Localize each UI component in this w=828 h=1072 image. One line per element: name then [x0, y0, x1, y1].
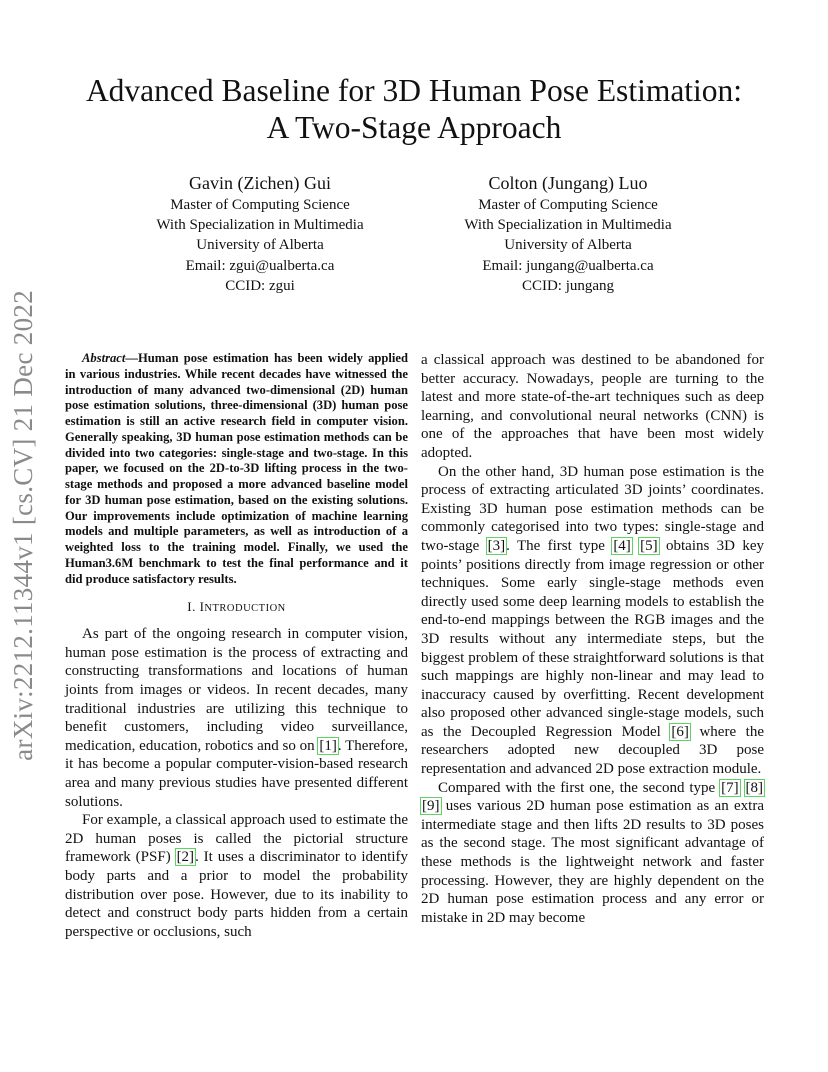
section-title-rest: NTRODUCTION: [204, 603, 286, 615]
section-heading-introduction: [65, 599, 408, 617]
author-specialization: With Specialization in Multimedia: [156, 217, 364, 234]
citation-link[interactable]: [3]: [487, 537, 506, 554]
abstract: [65, 351, 408, 587]
citation-link[interactable]: [8]: [745, 779, 763, 796]
intro-paragraph-continued: a classical approach was destined to be abandoned for better accuracy. Nowadays, people are turning to the latest and more state-of-the-art techniques such as deep learning, and convolutional neural networks (CNN) is one of the approaches that have been most widely adopted.: [421, 352, 764, 461]
author-block-2: [418, 171, 718, 296]
author-specialization: With Specialization in Multimedia: [464, 217, 672, 234]
paragraph-text: As part of the ongoing research in computer vision, human pose estimation is the process of extracting and constructing transformations and locations of human joints from images or videos. In recent decades, many traditional industries are utilizing this technique to benefit customers, including video surveillance, medication, education, robotics and so on: [65, 626, 408, 754]
arxiv-identifier: arXiv:2212.11344v1 [cs.CV] 21 Dec 2022: [8, 290, 38, 761]
author-name: Gavin (Zichen) Gui: [189, 173, 331, 193]
section-first-letter: I: [199, 599, 205, 615]
citation-link[interactable]: [2]: [176, 849, 195, 866]
intro-paragraph-1: [65, 625, 408, 811]
citation-link[interactable]: [9]: [422, 798, 440, 815]
intro-paragraph-3: [421, 463, 764, 779]
citation-link[interactable]: [4]: [613, 537, 631, 554]
paper-title: [40, 72, 788, 146]
author-ccid: CCID: zgui: [225, 277, 295, 294]
author-email: Email: zgui@ualberta.ca: [185, 257, 335, 274]
author-ccid: CCID: jungang: [521, 277, 615, 294]
citation-link[interactable]: [5]: [640, 537, 658, 554]
paragraph-text: where the researchers adopted new decoupled 3D pose representation and advanced 2D pose extraction module.: [421, 723, 764, 778]
author-name: Colton (Jungang) Luo: [488, 173, 648, 193]
paragraph-text: obtains 3D key points’ positions directly from image regression or other techniques. Some early single-stage methods even directly used some deep learning models to establish the end-to-end mappings between the RGB images and the 3D results without any intermediate steps, but the biggest problem of these straightforward solutions is that such mappings are highly non-linear and may lead to inaccuracy caused by overfitting. Recent development also proposed other advanced single-stage models, such as the Decoupled Regression Model: [421, 537, 764, 740]
citation-link[interactable]: [1]: [319, 737, 337, 754]
paragraph-text: Compared with the first one, the second type: [438, 779, 721, 796]
author-block-1: [110, 171, 410, 296]
author-degree: Master of Computing Science: [170, 197, 350, 213]
citation-link[interactable]: [7]: [721, 779, 739, 796]
author-degree: Master of Computing Science: [478, 197, 658, 213]
title-line-1: Advanced Baseline for 3D Human Pose Estimation:: [85, 73, 743, 108]
author-affiliation: University of Alberta: [504, 237, 632, 254]
paragraph-text: uses various 2D human pose estimation as an extra intermediate stage and then lifts 2D results to 3D poses as the second stage. The most significant advantage of these methods is the lightweight network and faster processing. However, they are highly dependent on the 2D human pose estimation process and any error or mistake in 2D may become: [421, 798, 764, 926]
paragraph-text: For example, a classical approach used to estimate the 2D human poses is called the pictorial structure framework (PSF): [65, 812, 408, 866]
paragraph-text: On the other hand, 3D human pose estimation is the process of extracting articulated 3D joints’ coordinates. Existing 3D human pose estimation methods can be commonly categorised into two types: single-stage and two-stage: [421, 463, 764, 554]
paragraph-text: . Therefore, it has become a popular computer-vision-based research area and many previous studies have presented different solutions.: [65, 737, 408, 810]
title-line-2: A Two-Stage Approach: [266, 110, 562, 145]
author-affiliation: University of Alberta: [196, 237, 324, 254]
paragraph-text: . The first type: [506, 537, 613, 554]
citation-link[interactable]: [6]: [671, 723, 689, 740]
intro-paragraph-4: [421, 779, 764, 928]
section-numeral: I.: [187, 599, 200, 615]
paragraph-text: . It uses a discriminator to identify body parts and a prior to model the probability distribution over pose. However, due to its inability to detect and construct body parts hidden from a certain perspective or occlusions, such: [65, 849, 408, 940]
intro-paragraph-2: [65, 811, 408, 941]
abstract-label: Abstract: [82, 351, 126, 365]
right-column: [421, 351, 764, 927]
abstract-text: —Human pose estimation has been widely applied in various industries. While recent decades have witnessed the introduction of many advanced two-dimensional (2D) human pose estimation solutions, three-dimensional (3D) human pose estimation is still an active research field in computer vision. Generally speaking, 3D human pose estimation methods can be divided into two categories: single-stage and two-stage. In this paper, we focused on the 2D-to-3D lifting process in the two-stage methods and proposed a more advanced baseline model for 3D human pose estimation, based on the existing solutions. Our improvements include optimization of machine learning models and multiple parameters, as well as introduction of a weighted loss to the training model. Finally, we used the Human3.6M benchmark to test the final performance and it did produce satisfactory results.: [65, 351, 408, 586]
paragraph-text: [740, 780, 745, 796]
left-column: [65, 351, 408, 941]
author-email: Email: jungang@ualberta.ca: [482, 257, 654, 274]
